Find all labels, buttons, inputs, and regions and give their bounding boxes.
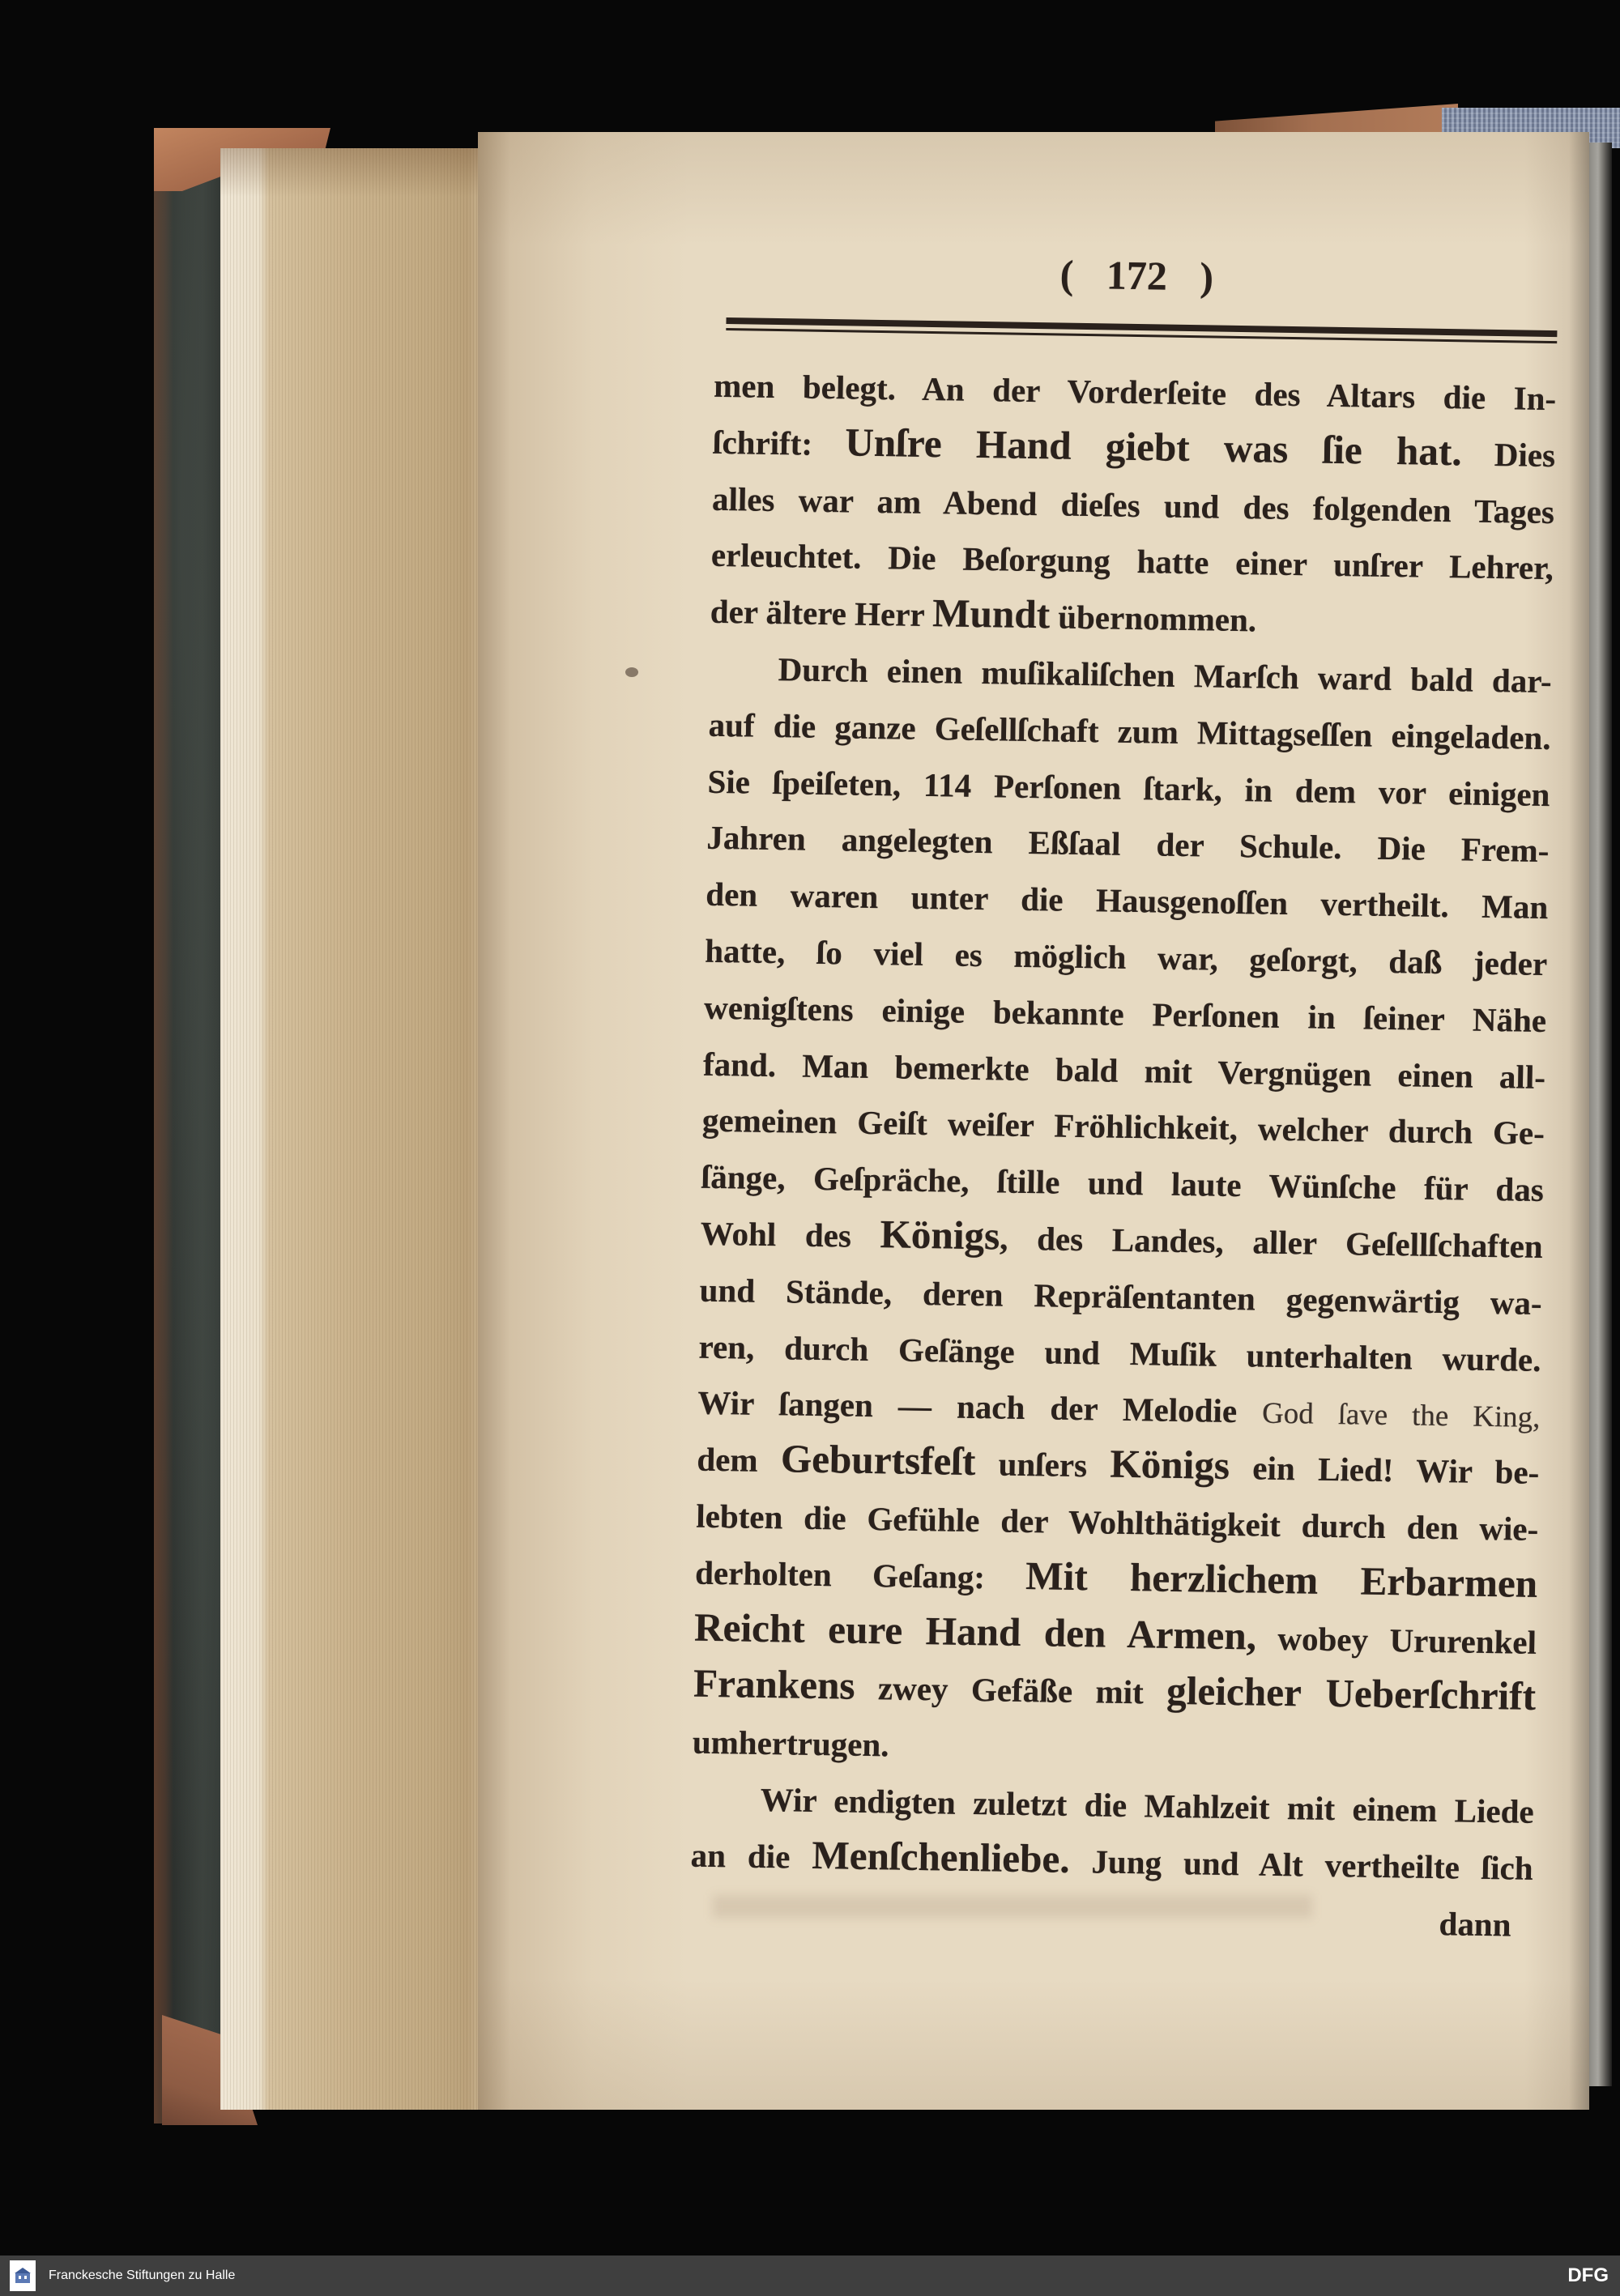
- text-segment: lebten die Gefühle der Wohlthätigkeit durch den wie-: [695, 1497, 1539, 1548]
- text-segment: Wir ſangen — nach der Melodie: [697, 1384, 1263, 1430]
- emphasized-text-segment: Mundt: [932, 590, 1051, 637]
- catchword: dann: [1439, 1904, 1511, 1944]
- text-segment: Jung und Alt vertheilte ſich: [1069, 1842, 1533, 1887]
- emphasized-text-segment: Frankens: [693, 1660, 855, 1709]
- text-segment: übernommen.: [1049, 598, 1257, 639]
- text-segment: ſchrift:: [712, 423, 846, 463]
- text-segment: Durch einen muſikaliſchen Marſch ward bald dar-: [778, 650, 1553, 701]
- text-segment: dem: [697, 1440, 782, 1480]
- franckesche-stiftungen-logo-icon: [10, 2260, 36, 2291]
- text-segment: alles war am Abend dieſes und des folgenden Tages: [711, 479, 1555, 530]
- text-segment: Sie ſpeiſeten, 114 Perſonen ſtark, in dem vor einigen: [707, 762, 1550, 813]
- header-double-rule: [726, 317, 1557, 343]
- text-segment: auf die ganze Geſellſchaft zum Mittagseſſen eingeladen.: [708, 705, 1551, 756]
- text-segment: erleuchtet. Die Beſorgung hatte einer unſrer Lehrer,: [710, 536, 1554, 587]
- ink-smudge: [625, 667, 638, 677]
- text-segment: gemeinen Geiſt weiſer Fröhlichkeit, welcher durch Ge-: [701, 1101, 1545, 1152]
- roman-text-segment: God ſave the King,: [1261, 1395, 1541, 1434]
- text-segment: den waren unter die Hausgenoſſen vertheilt. Man: [706, 875, 1549, 926]
- text-segment: unſers: [974, 1445, 1111, 1485]
- text-segment: Wir endigten zuletzt die Mahlzeit mit einem Liede: [760, 1780, 1535, 1830]
- emphasized-text-segment: Menſchenliebe.: [811, 1832, 1071, 1881]
- body-text: [689, 358, 1557, 1953]
- page-block-top-shadow: [220, 148, 484, 197]
- text-segment: und Stände, deren Repräſentanten gegenwärtig wa-: [699, 1271, 1542, 1322]
- text-segment: derholten Geſang:: [694, 1553, 1026, 1596]
- page-number: ( 172 ): [1059, 251, 1214, 300]
- text-segment: ein Lied! Wir be-: [1229, 1449, 1540, 1492]
- text-segment: wenigſtens einige bekannte Perſonen in ſeiner Nähe: [703, 988, 1547, 1039]
- text-segment: zwey Gefäße mit: [855, 1669, 1167, 1712]
- text-segment: hatte, ſo viel es möglich war, geſorgt, daß jeder: [704, 931, 1548, 983]
- text-segment: Wohl des: [700, 1214, 880, 1255]
- dfg-logo: DFG: [1567, 2264, 1609, 2286]
- text-segment: Jahren angelegten Eßſaal der Schule. Die Frem-: [706, 819, 1550, 870]
- page-block-fore-edge: [220, 148, 484, 2110]
- text-segment: an die: [690, 1836, 812, 1876]
- text-segment: ren, durch Geſänge und Muſik unterhalten wurde.: [698, 1327, 1541, 1378]
- text-segment: ſänge, Geſpräche, ſtille und laute Wünſche für das: [701, 1157, 1545, 1209]
- institution-name: Franckesche Stiftungen zu Halle: [49, 2268, 236, 2282]
- text-segment: fand. Man bemerkte bald mit Vergnügen einen all-: [702, 1045, 1546, 1096]
- text-segment: wobey Ururenkel: [1256, 1619, 1537, 1661]
- text-segment: men belegt. An der Vorderſeite des Altars die In-: [713, 366, 1557, 418]
- emphasized-text-segment: gleicher Ueberſchrift: [1166, 1668, 1537, 1719]
- emphasized-text-segment: Reicht eure Hand den Armen,: [693, 1604, 1257, 1659]
- text-segment: umhertrugen.: [692, 1723, 889, 1764]
- text-segment: der ältere Herr: [710, 592, 933, 634]
- emphasized-text-segment: Unſre Hand giebt was ſie hat.: [844, 420, 1463, 475]
- emphasized-text-segment: Geburtsfeſt: [780, 1436, 976, 1485]
- emphasized-text-segment: Mit herzlichem Erbarmen: [1025, 1553, 1538, 1606]
- text-segment: , des Landes, aller Geſellſchaften: [999, 1219, 1544, 1265]
- footer-bar: [0, 2256, 1620, 2296]
- logo-building-graphic: [13, 2265, 32, 2286]
- emphasized-text-segment: Königs: [880, 1212, 1000, 1259]
- emphasized-text-segment: Königs: [1110, 1441, 1230, 1489]
- text-block: [689, 241, 1558, 1953]
- text-segment: Dies: [1461, 435, 1556, 474]
